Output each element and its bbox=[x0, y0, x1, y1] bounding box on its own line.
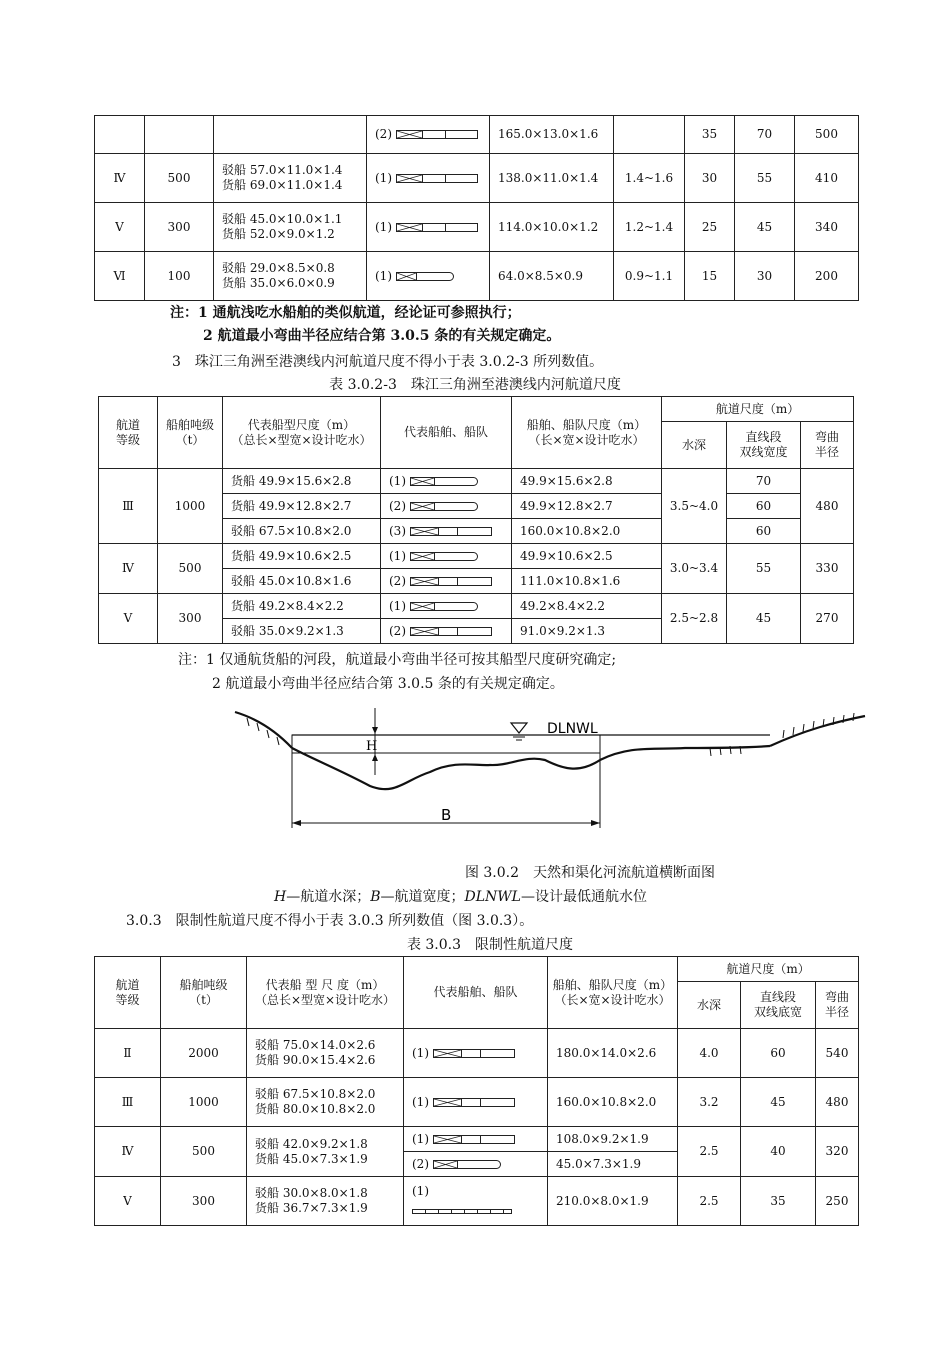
table-header-row bbox=[95, 957, 859, 982]
width-single: 15 bbox=[701, 268, 718, 283]
river-cross-section-figure bbox=[225, 700, 875, 840]
fleet-size: 138.0×11.0×1.4 bbox=[498, 170, 599, 185]
radius: 410 bbox=[815, 170, 838, 185]
depth: 4.0 bbox=[699, 1045, 719, 1060]
grade: Ⅴ bbox=[123, 1193, 132, 1208]
width: 60 bbox=[755, 498, 772, 513]
note-1-line-2: 2 航道最小弯曲半径应结合第 3.0.5 条的有关规定确定。 bbox=[203, 328, 561, 344]
fleet-train-icon bbox=[412, 1209, 512, 1214]
fleet-icon bbox=[410, 627, 492, 636]
grade: Ⅴ bbox=[123, 611, 133, 625]
grade: Ⅲ bbox=[122, 498, 134, 513]
width-double: 30 bbox=[756, 268, 773, 283]
table-2-title: 表 3.0.2-3 珠江三角洲至港澳线内河航道尺度 bbox=[329, 377, 621, 393]
fleet-size: 49.9×15.6×2.8 bbox=[520, 473, 613, 488]
width: 35 bbox=[770, 1193, 786, 1208]
width-single: 30 bbox=[701, 170, 718, 185]
header-ship: 代表船型尺度（m） （总长×型宽×设计吃水） bbox=[223, 397, 381, 469]
ship-size: 货船 49.9×15.6×2.8 bbox=[231, 473, 352, 488]
cargo-ship-icon bbox=[433, 1160, 501, 1169]
cargo-ship-icon bbox=[410, 502, 478, 511]
tonnage: 500 bbox=[178, 561, 202, 575]
header-width: 直线段 双线底宽 bbox=[741, 982, 816, 1029]
fleet-size: 49.9×12.8×2.7 bbox=[520, 498, 613, 513]
tonnage: 500 bbox=[167, 170, 191, 185]
radius: 480 bbox=[825, 1094, 849, 1109]
width-single: 35 bbox=[701, 127, 718, 141]
header-fleet: 代表船舶、船队 bbox=[433, 985, 518, 999]
grade: Ⅱ bbox=[123, 1045, 132, 1060]
table-row: Ⅱ 2000 驳船 75.0×14.0×2.6 货船 90.0×15.4×2.6 (1) 180.0×14.0×2.6 4.0 60 540 bbox=[95, 1029, 859, 1078]
radius: 340 bbox=[815, 219, 838, 234]
cargo-ship-icon bbox=[410, 477, 478, 486]
ship-size: 货船 52.0×9.0×1.2 bbox=[222, 227, 335, 241]
cargo-ship-icon bbox=[410, 552, 478, 561]
fleet-icon bbox=[396, 174, 478, 183]
ship-size: 货船 49.9×10.6×2.5 bbox=[231, 548, 352, 563]
fleet-icon bbox=[396, 130, 478, 139]
ship-size: 货船 90.0×15.4×2.6 bbox=[255, 1053, 376, 1067]
header-dims: 航道尺度（m） bbox=[715, 401, 800, 416]
radius: 330 bbox=[815, 561, 839, 575]
ship-size: 驳船 35.0×9.2×1.3 bbox=[231, 623, 344, 638]
width: 45 bbox=[755, 611, 772, 625]
table-row: Ⅴ 300 货船 49.2×8.4×2.2 (1) 49.2×8.4×2.2 2.5~2.8 45 270 bbox=[99, 594, 854, 619]
width: 45 bbox=[770, 1094, 786, 1109]
radius: 540 bbox=[825, 1045, 849, 1060]
header-depth: 水深 bbox=[681, 437, 706, 452]
paragraph-3-0-3: 3.0.3 限制性航道尺度不得小于表 3.0.3 所列数值（图 3.0.3）。 bbox=[126, 913, 534, 929]
fleet-size: 64.0×8.5×0.9 bbox=[498, 268, 583, 283]
paragraph-zhujiang: 3 珠江三角洲至港澳线内河航道尺度不得小于表 3.0.2-3 所列数值。 bbox=[172, 354, 604, 370]
table-row: 驳船 45.0×10.8×1.6 (2) 111.0×10.8×1.6 bbox=[99, 569, 854, 594]
fleet-icon bbox=[396, 223, 478, 232]
radius: 250 bbox=[825, 1193, 849, 1208]
header-radius: 弯曲 半径 bbox=[816, 982, 859, 1029]
grade: Ⅳ bbox=[113, 170, 126, 185]
header-size: 船舶、船队尺度（m） （长×宽×设计吃水） bbox=[548, 957, 678, 1029]
figure-caption: 图 3.0.2 天然和渠化河流航道横断面图 bbox=[464, 865, 716, 881]
radius: 200 bbox=[815, 268, 838, 283]
fleet-size: 160.0×10.8×2.0 bbox=[556, 1094, 657, 1109]
table-row bbox=[95, 252, 859, 301]
header-grade: 航道 等级 bbox=[99, 397, 158, 469]
radius: 500 bbox=[815, 127, 838, 141]
tonnage: 1000 bbox=[188, 1094, 219, 1109]
depth: 2.5 bbox=[699, 1144, 719, 1158]
ship-size: 货船 49.9×12.8×2.7 bbox=[231, 498, 352, 513]
fleet-tag: (1) bbox=[375, 268, 392, 283]
radius: 270 bbox=[815, 611, 839, 625]
ship-size: 驳船 29.0×8.5×0.8 bbox=[222, 261, 335, 275]
cargo-ship-icon bbox=[410, 602, 478, 611]
header-tonnage: 船舶吨级 （t） bbox=[158, 397, 223, 469]
fleet-tag: (1) bbox=[375, 170, 392, 185]
fleet-size: 210.0×8.0×1.9 bbox=[556, 1193, 649, 1208]
fleet-icon bbox=[433, 1135, 515, 1144]
dlnwl-label: DLNWL bbox=[547, 721, 598, 737]
depth: 3.2 bbox=[699, 1094, 719, 1109]
header-fleet: 代表船舶、船队 bbox=[403, 425, 488, 439]
grade: Ⅲ bbox=[121, 1094, 134, 1109]
fleet-size: 45.0×7.3×1.9 bbox=[556, 1157, 641, 1171]
header-width: 直线段 双线宽度 bbox=[727, 422, 801, 469]
table-row: Ⅳ 500 驳船 42.0×9.2×1.8 货船 45.0×7.3×1.9 (1) (2) 108.0×9.2×1.9 45.0×7.3×1.9 2.5 40 320 bbox=[95, 1127, 859, 1177]
depth: 1.4~1.6 bbox=[624, 170, 674, 185]
depth: 2.5 bbox=[699, 1193, 719, 1208]
fleet-icon bbox=[410, 527, 492, 536]
note-1-line-1: 注：1 通航浅吃水船舶的类似航道，经论证可参照执行； bbox=[170, 305, 521, 321]
header-depth: 水深 bbox=[696, 997, 721, 1012]
table-row: Ⅲ 1000 驳船 67.5×10.8×2.0 货船 80.0×10.8×2.0 (1) 160.0×10.8×2.0 3.2 45 480 bbox=[95, 1078, 859, 1127]
table-row: 货船 49.9×12.8×2.7 (2) 49.9×12.8×2.7 60 bbox=[99, 494, 854, 519]
grade: Ⅳ bbox=[121, 1144, 134, 1158]
ship-size: 驳船 45.0×10.0×1.1 bbox=[222, 212, 343, 226]
width-single: 25 bbox=[701, 219, 718, 234]
tonnage: 2000 bbox=[188, 1045, 219, 1060]
grade: Ⅵ bbox=[113, 268, 126, 283]
ship-size: 驳船 30.0×8.0×1.8 bbox=[255, 1186, 368, 1200]
ship-size: 驳船 75.0×14.0×2.6 bbox=[255, 1038, 376, 1052]
width: 70 bbox=[755, 473, 772, 488]
table-3-0-2-3 bbox=[98, 396, 854, 644]
ship-size: 驳船 57.0×11.0×1.4 bbox=[222, 163, 343, 177]
fleet-size: 114.0×10.0×1.2 bbox=[498, 219, 599, 234]
width-double: 45 bbox=[756, 219, 773, 234]
fleet-icon bbox=[433, 1098, 515, 1107]
tonnage: 300 bbox=[192, 1193, 215, 1208]
width-double: 70 bbox=[756, 127, 773, 141]
ship-size: 驳船 67.5×10.8×2.0 bbox=[255, 1087, 376, 1101]
table-row bbox=[95, 116, 859, 154]
table-continued bbox=[94, 115, 859, 301]
ship-size: 货船 49.2×8.4×2.2 bbox=[231, 598, 344, 613]
table-row: Ⅳ 500 货船 49.9×10.6×2.5 (1) 49.9×10.6×2.5 3.0~3.4 55 330 bbox=[99, 544, 854, 569]
table-3-title: 表 3.0.3 限制性航道尺度 bbox=[406, 937, 574, 953]
depth: 3.5~4.0 bbox=[669, 498, 719, 513]
ship-size: 驳船 42.0×9.2×1.8 bbox=[255, 1136, 368, 1151]
note-2-line-1: 注：1 仅通航货船的河段，航道最小弯曲半径可按其船型尺度研究确定; bbox=[178, 652, 617, 668]
grade: Ⅳ bbox=[122, 561, 134, 575]
table-row: 驳船 35.0×9.2×1.3 (2) 91.0×9.2×1.3 bbox=[99, 619, 854, 644]
table-row bbox=[95, 203, 859, 252]
fleet-tag: (1) bbox=[375, 219, 392, 234]
tonnage: 100 bbox=[167, 268, 191, 283]
depth: 0.9~1.1 bbox=[624, 268, 674, 283]
header-tonnage: 船舶吨级 （t） bbox=[161, 957, 247, 1029]
fleet-icon bbox=[410, 577, 492, 586]
header-size: 船舶、船队尺度（m） （长×宽×设计吃水） bbox=[512, 397, 662, 469]
table-row: Ⅲ 1000 货船 49.9×15.6×2.8 (1) 49.9×15.6×2.8 3.5~4.0 70 480 bbox=[99, 469, 854, 494]
tonnage: 300 bbox=[167, 219, 191, 234]
table-header-row bbox=[99, 397, 854, 422]
fleet-size: 111.0×10.8×1.6 bbox=[520, 573, 621, 588]
table-row: 驳船 67.5×10.8×2.0 (3) 160.0×10.8×2.0 60 bbox=[99, 519, 854, 544]
figure-legend: H—航道水深；B—航道宽度；DLNWL—设计最低通航水位 bbox=[274, 889, 647, 905]
table-3-0-3 bbox=[94, 956, 859, 1226]
ship-size: 货船 35.0×6.0×0.9 bbox=[222, 276, 335, 290]
depth: 1.2~1.4 bbox=[624, 219, 674, 234]
depth: 3.0~3.4 bbox=[669, 561, 719, 575]
fleet-tag: (2) bbox=[375, 127, 392, 141]
width: 60 bbox=[755, 523, 772, 538]
width: 55 bbox=[755, 561, 772, 575]
grade: Ⅴ bbox=[115, 219, 124, 234]
tonnage: 300 bbox=[178, 611, 202, 625]
width: 40 bbox=[770, 1144, 786, 1158]
b-label: B bbox=[441, 806, 452, 824]
tonnage: 1000 bbox=[174, 498, 206, 513]
ship-size: 货船 69.0×11.0×1.4 bbox=[222, 178, 343, 192]
fleet-size: 165.0×13.0×1.6 bbox=[498, 127, 599, 141]
fleet-size: 49.9×10.6×2.5 bbox=[520, 548, 613, 563]
header-grade: 航道 等级 bbox=[95, 957, 161, 1029]
fleet-size: 180.0×14.0×2.6 bbox=[556, 1045, 657, 1060]
tonnage: 500 bbox=[192, 1144, 215, 1158]
fleet-icon bbox=[396, 272, 454, 281]
ship-size: 驳船 45.0×10.8×1.6 bbox=[231, 573, 352, 588]
ship-size: 货船 45.0×7.3×1.9 bbox=[255, 1151, 368, 1166]
radius: 320 bbox=[825, 1144, 849, 1158]
header-ship: 代表船 型 尺 度（m） （总长×型宽×设计吃水） bbox=[247, 957, 404, 1029]
fleet-size: 108.0×9.2×1.9 bbox=[548, 1127, 677, 1152]
header-radius: 弯曲 半径 bbox=[801, 422, 854, 469]
header-dims: 航道尺度（m） bbox=[726, 961, 810, 976]
width: 60 bbox=[770, 1045, 786, 1060]
table-row bbox=[95, 154, 859, 203]
depth: 2.5~2.8 bbox=[669, 611, 719, 625]
note-2-line-2: 2 航道最小弯曲半径应结合第 3.0.5 条的有关规定确定。 bbox=[212, 676, 564, 692]
table-row: Ⅴ 300 驳船 30.0×8.0×1.8 货船 36.7×7.3×1.9 (1) 210.0×8.0×1.9 2.5 35 250 bbox=[95, 1177, 859, 1226]
ship-size: 驳船 67.5×10.8×2.0 bbox=[231, 523, 352, 538]
fleet-size: 160.0×10.8×2.0 bbox=[520, 523, 621, 538]
fleet-size: 91.0×9.2×1.3 bbox=[520, 623, 605, 638]
fleet-size: 49.2×8.4×2.2 bbox=[520, 598, 605, 613]
width-double: 55 bbox=[756, 170, 773, 185]
h-label: H bbox=[366, 739, 378, 754]
fleet-icon bbox=[433, 1049, 515, 1058]
ship-size: 货船 36.7×7.3×1.9 bbox=[255, 1201, 368, 1215]
radius: 480 bbox=[815, 498, 839, 513]
ship-size: 货船 80.0×10.8×2.0 bbox=[255, 1102, 376, 1116]
